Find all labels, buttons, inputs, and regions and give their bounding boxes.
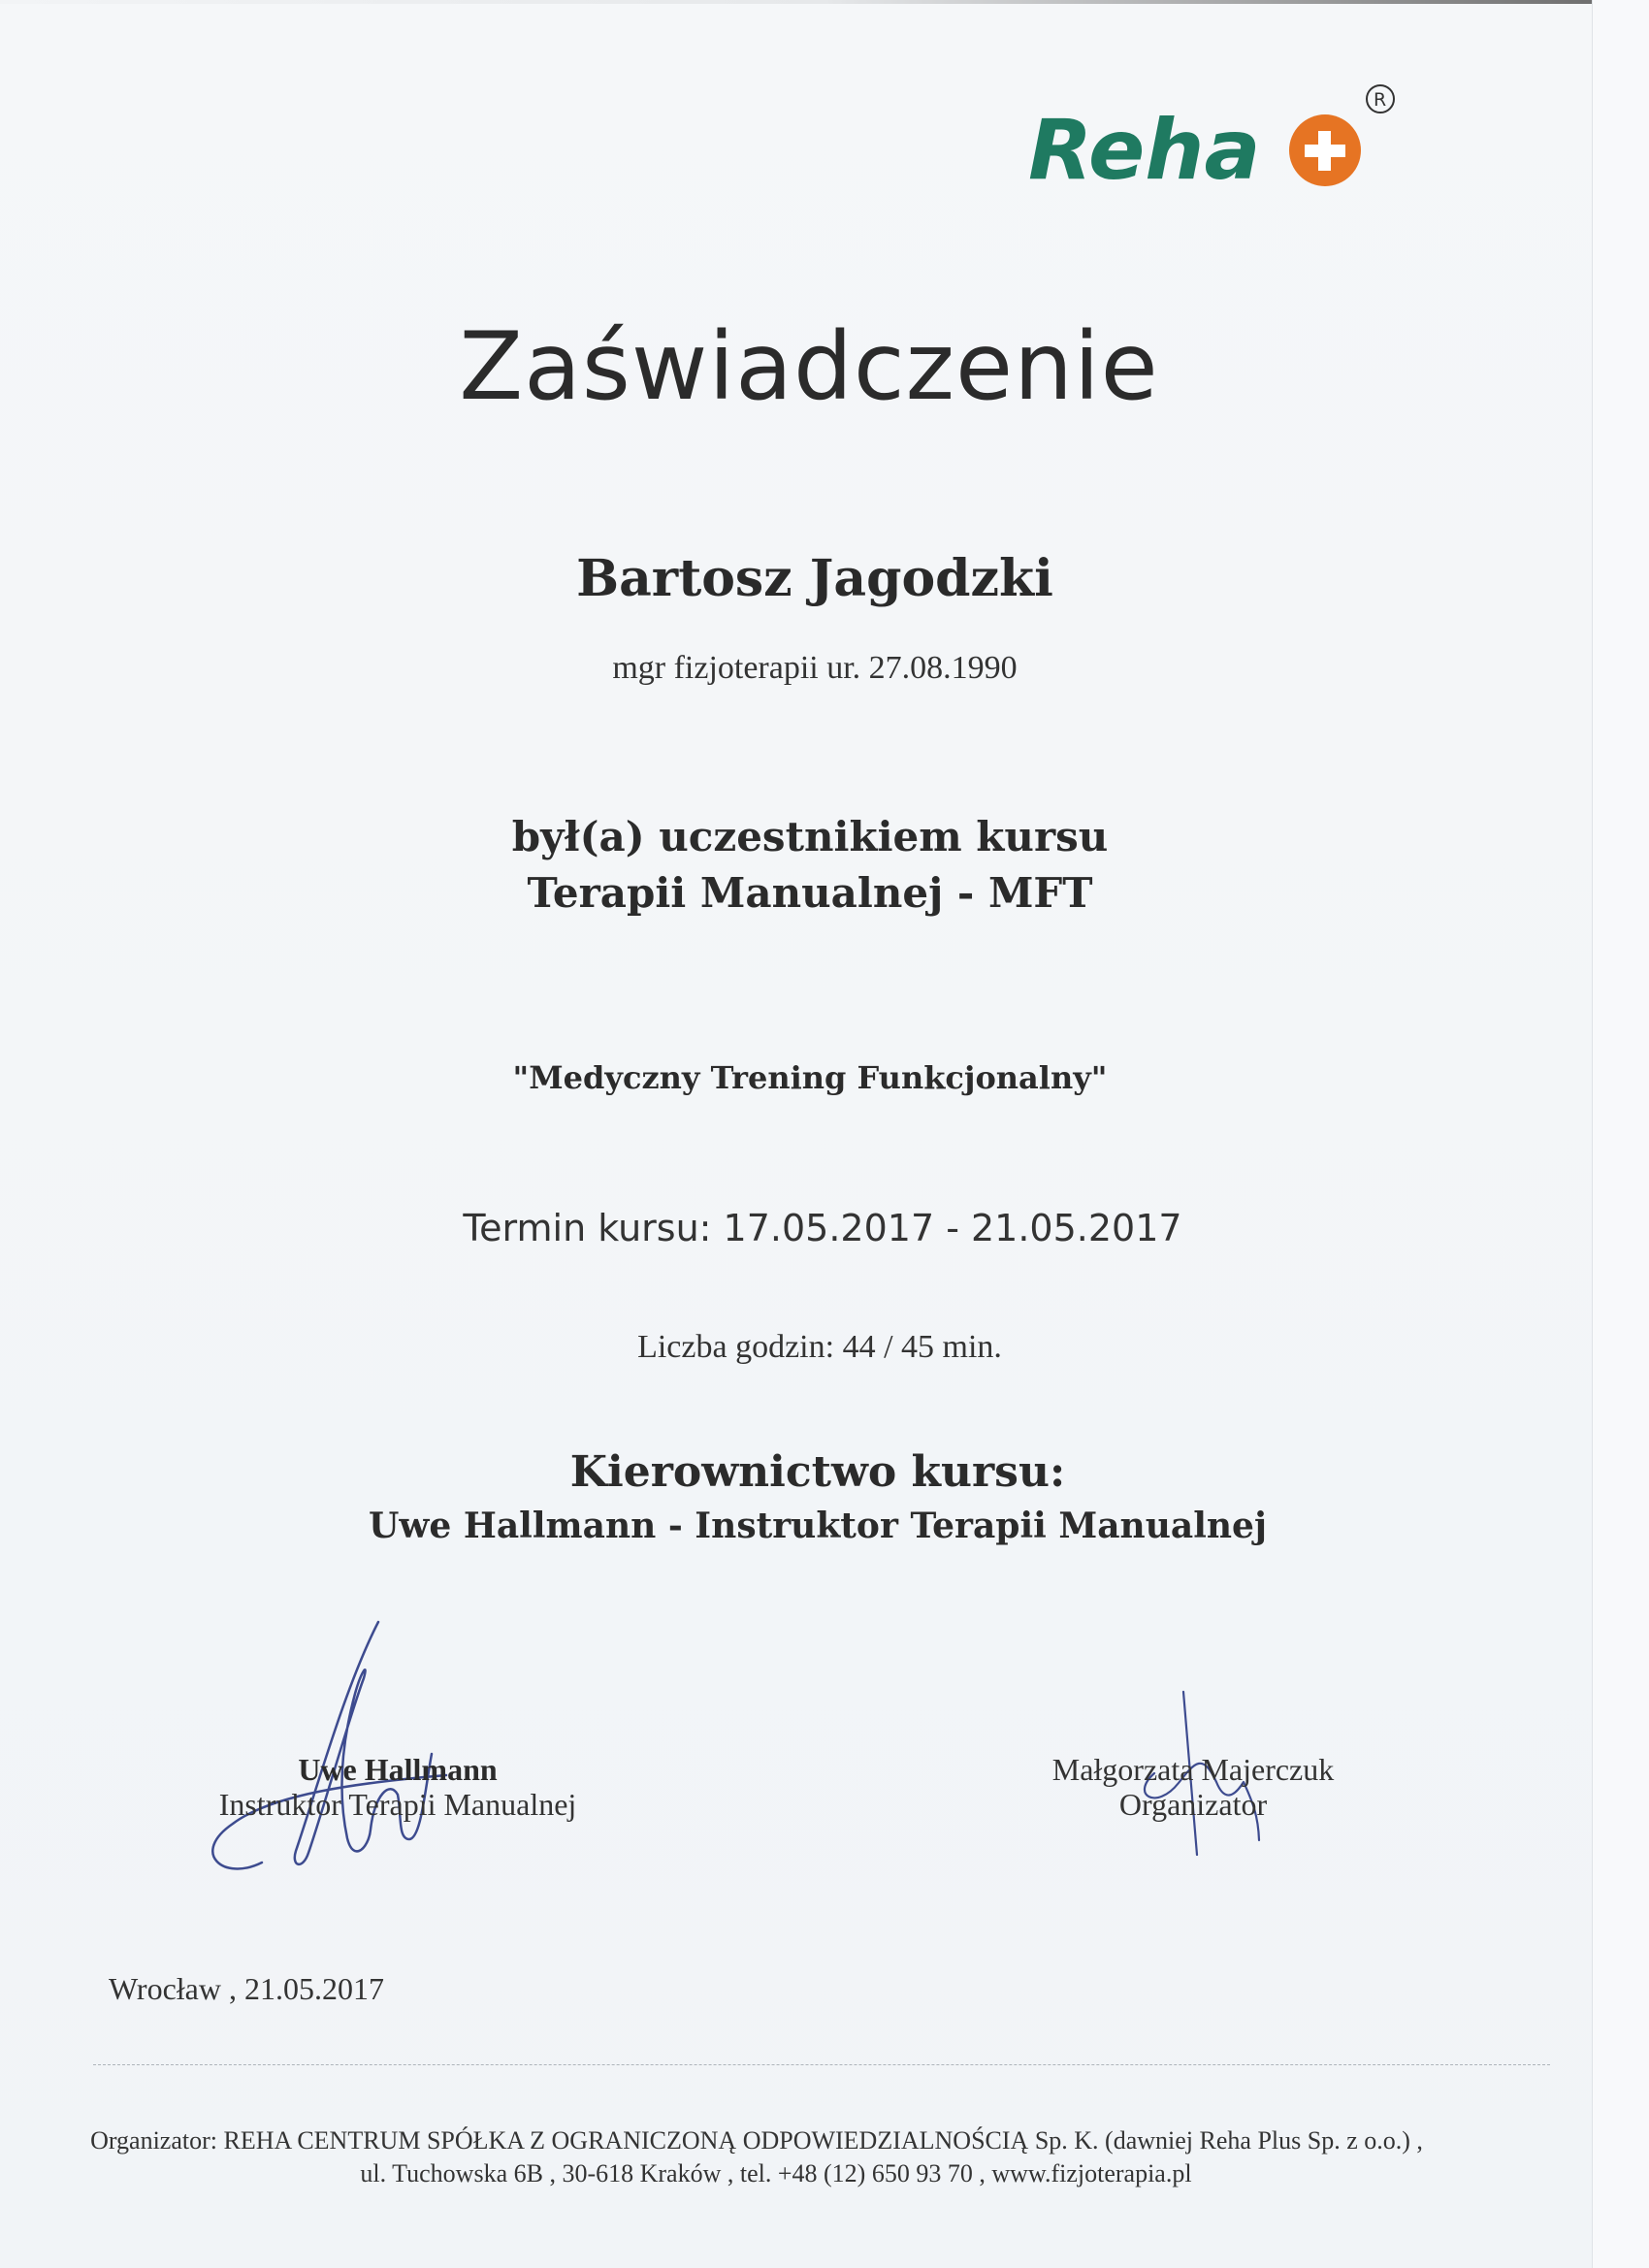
left-signatory-role: Instruktor Terapii Manualnej xyxy=(218,1787,577,1822)
footer-address: ul. Tuchowska 6B , 30-618 Kraków , tel. +48 (12) 650 93 70 , www.fizjoterapia.pl xyxy=(360,2159,1192,2187)
logo-plus-vertical xyxy=(1318,131,1331,171)
course-participation-line: był(a) uczestnikiem kursu xyxy=(511,813,1109,860)
footer-organizer: Organizator: REHA CENTRUM SPÓŁKA Z OGRANICZONĄ ODPOWIEDZIALNOŚCIĄ Sp. K. (dawniej Reha Plus Sp. z o.o.) , xyxy=(90,2126,1423,2155)
course-term: Termin kursu: 17.05.2017 - 21.05.2017 xyxy=(463,1207,1182,1249)
place-and-date: Wrocław , 21.05.2017 xyxy=(109,1971,384,2006)
footer-divider xyxy=(93,2064,1550,2066)
left-handwritten-signature xyxy=(194,1610,475,1892)
participant-name: Bartosz Jagodzki xyxy=(576,549,1053,608)
course-leadership-heading: Kierownictwo kursu: xyxy=(569,1447,1066,1497)
course-leader-name: Uwe Hallmann - Instruktor Terapii Manualnej xyxy=(369,1506,1267,1546)
right-signatory-role: Organizator xyxy=(1118,1787,1268,1822)
scan-top-edge xyxy=(0,0,1649,4)
course-quote-title: "Medyczny Trening Funkcjonalny" xyxy=(512,1059,1108,1096)
reha-logo xyxy=(1028,80,1406,196)
document-title: Zaświadczenie xyxy=(459,312,1159,421)
right-signature-block xyxy=(1018,1752,1368,1822)
registered-mark-letter: R xyxy=(1374,89,1387,111)
logo-wordmark: Reha xyxy=(1028,102,1261,196)
left-signature-block xyxy=(194,1752,601,1822)
participant-details: mgr fizjoterapii ur. 27.08.1990 xyxy=(612,650,1018,686)
course-name: Terapii Manualnej - MFT xyxy=(527,869,1093,917)
course-hours: Liczba godzin: 44 / 45 min. xyxy=(637,1329,1002,1365)
right-signatory-name: Małgorzata Majerczuk xyxy=(1051,1752,1335,1787)
left-signatory-name: Uwe Hallmann xyxy=(298,1752,498,1787)
